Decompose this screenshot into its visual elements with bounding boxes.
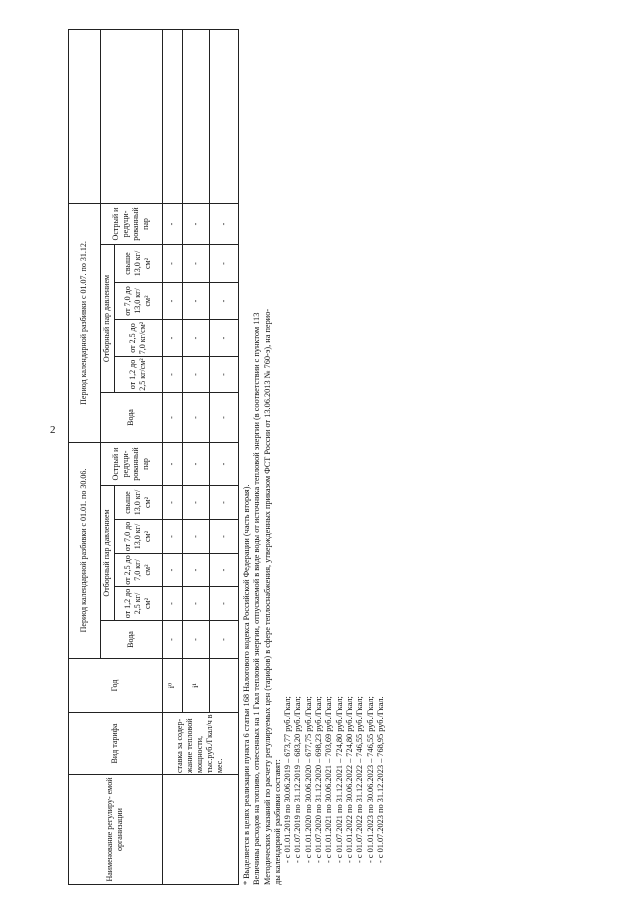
cell-value: - — [183, 283, 210, 320]
cell-value: - — [162, 393, 183, 443]
fuel-cost-list — [283, 25, 386, 885]
notes-line: Методических указаний по расчету регулируемых цен (тарифов) в сфере теплоснабжения, утвержденных приказом ФСТ России от 13.06.2013 № 760-э), на перио- — [262, 308, 272, 885]
cell-value: - — [162, 520, 183, 554]
cell-value: - — [162, 621, 183, 659]
cell-value: - — [162, 587, 183, 621]
header-steam-1-p2: от 1,2 до 2,5 кг/см² — [114, 357, 162, 393]
header-steam-2-p2: от 2,5 до 7,0 кг/см² — [114, 320, 162, 357]
cell-value: - — [210, 393, 239, 443]
list-item: - с 01.07.2023 по 31.12.2023 – 768,95 руб./Гкал. — [375, 696, 385, 863]
header-water-2: Вода — [100, 393, 162, 443]
header-steam-3-p1: от 7,0 до 13,0 кг/см² — [114, 520, 162, 554]
cell-year-mark: i⁰ — [162, 659, 183, 713]
notes-line: ды календарной разбивки составят: — [272, 759, 282, 885]
cell-value: - — [162, 486, 183, 520]
list-item: - с 01.01.2021 по 30.06.2021 – 703,69 руб./Гкал; — [324, 696, 334, 863]
notes-line: Величины расходов на топливо, отнесенных на 1 Гкал тепловой энергии, отпускаемой в виде воды от источника тепловой энергии (в соответствии с пунктом 113 — [252, 312, 262, 885]
header-period-2: Период календарной разбивки с 01.07. по 31.12. — [69, 204, 101, 443]
list-item: - с 01.01.2019 по 30.06.2019 – 673,77 руб./Гкал; — [283, 696, 293, 863]
cell-value: - — [210, 320, 239, 357]
cell-value: - — [210, 486, 239, 520]
cell-value: - — [183, 443, 210, 486]
cell-value: - — [183, 520, 210, 554]
header-steam-4-p1: свыше 13,0 кг/см² — [114, 486, 162, 520]
cell-value: - — [183, 393, 210, 443]
cell-year-mark — [210, 659, 239, 713]
page-number: 2 — [50, 424, 56, 436]
cell-value: - — [183, 486, 210, 520]
header-sharp-steam-2: Острый и редуци- рованный пар — [100, 204, 162, 245]
cell-value: - — [210, 283, 239, 320]
table-row — [162, 30, 183, 885]
list-item: - с 01.01.2022 по 30.06.2022 – 724,80 руб./Гкал; — [344, 696, 354, 863]
cell-value: - — [210, 443, 239, 486]
cell-value: - — [162, 320, 183, 357]
cell-value: - — [183, 357, 210, 393]
cell-value: - — [183, 245, 210, 283]
cell-tariff-name: ставка за содер- жание тепловой мощности, тыс.руб./Гкал/ч в мес. — [162, 713, 238, 775]
cell-value: - — [162, 357, 183, 393]
list-item: - с 01.07.2019 по 31.12.2019 – 683,20 руб./Гкал; — [293, 696, 303, 863]
rotated-content — [68, 19, 385, 885]
cell-value: - — [162, 554, 183, 587]
header-year: Год — [69, 659, 163, 713]
cell-value: - — [183, 621, 210, 659]
cell-value: - — [162, 283, 183, 320]
cell-value: - — [183, 587, 210, 621]
header-empty-right — [69, 30, 101, 204]
cell-year-mark: i¹ — [183, 659, 210, 713]
header-empty-right-2 — [100, 30, 162, 204]
cell-empty — [162, 30, 183, 204]
header-period-1: Период календарной разбивки с 01.01. по 30.06. — [69, 443, 101, 659]
list-item: - с 01.07.2021 по 31.12.2021 – 724,80 руб./Гкал; — [334, 696, 344, 863]
header-steam-4-p2: свыше 13,0 кг/см² — [114, 245, 162, 283]
cell-value: - — [210, 520, 239, 554]
cell-value: - — [162, 443, 183, 486]
cell-organization — [162, 775, 238, 885]
header-steam-group-1: Отборный пар давлением — [100, 486, 114, 621]
header-sharp-steam-1: Острый и редуци- рованный пар — [100, 443, 162, 486]
cell-value: - — [210, 204, 239, 245]
cell-value: - — [183, 554, 210, 587]
list-item: - с 01.07.2022 по 31.12.2022 – 746,55 руб./Гкал; — [355, 696, 365, 863]
tariff-table — [68, 29, 239, 885]
cell-empty — [210, 30, 239, 204]
cell-value: - — [210, 621, 239, 659]
cell-value: - — [210, 245, 239, 283]
header-steam-3-p2: от 7,0 до 13,0 кг/см² — [114, 283, 162, 320]
header-steam-1-p1: от 1,2 до 2,5 кг/см² — [114, 587, 162, 621]
header-organization: Наименование регулиру- емой организации — [69, 775, 163, 885]
cell-value: - — [162, 204, 183, 245]
header-steam-2-p1: от 2,5 до 7,0 кг/см² — [114, 554, 162, 587]
cell-value: - — [210, 357, 239, 393]
header-tariff-type: Вид тарифа — [69, 713, 163, 775]
cell-value: - — [183, 204, 210, 245]
notes-block — [242, 25, 386, 885]
list-item: - с 01.01.2023 по 30.06.2023 – 746,55 руб./Гкал; — [365, 696, 375, 863]
cell-value: - — [210, 587, 239, 621]
cell-value: - — [210, 554, 239, 587]
header-steam-group-2: Отборный пар давлением — [100, 245, 114, 393]
cell-value: - — [162, 245, 183, 283]
footnote: * Выделяется в целях реализации пункта 6 статьи 168 Налогового кодекса Российской Федерации (часть вторая). — [242, 484, 251, 885]
header-water-1: Вода — [100, 621, 162, 659]
list-item: - с 01.07.2020 по 31.12.2020 – 698,23 руб./Гкал; — [314, 696, 324, 863]
cell-value: - — [183, 320, 210, 357]
cell-empty — [183, 30, 210, 204]
list-item: - с 01.01.2020 по 30.06.2020 – 677,75 руб./Гкал; — [303, 696, 313, 863]
